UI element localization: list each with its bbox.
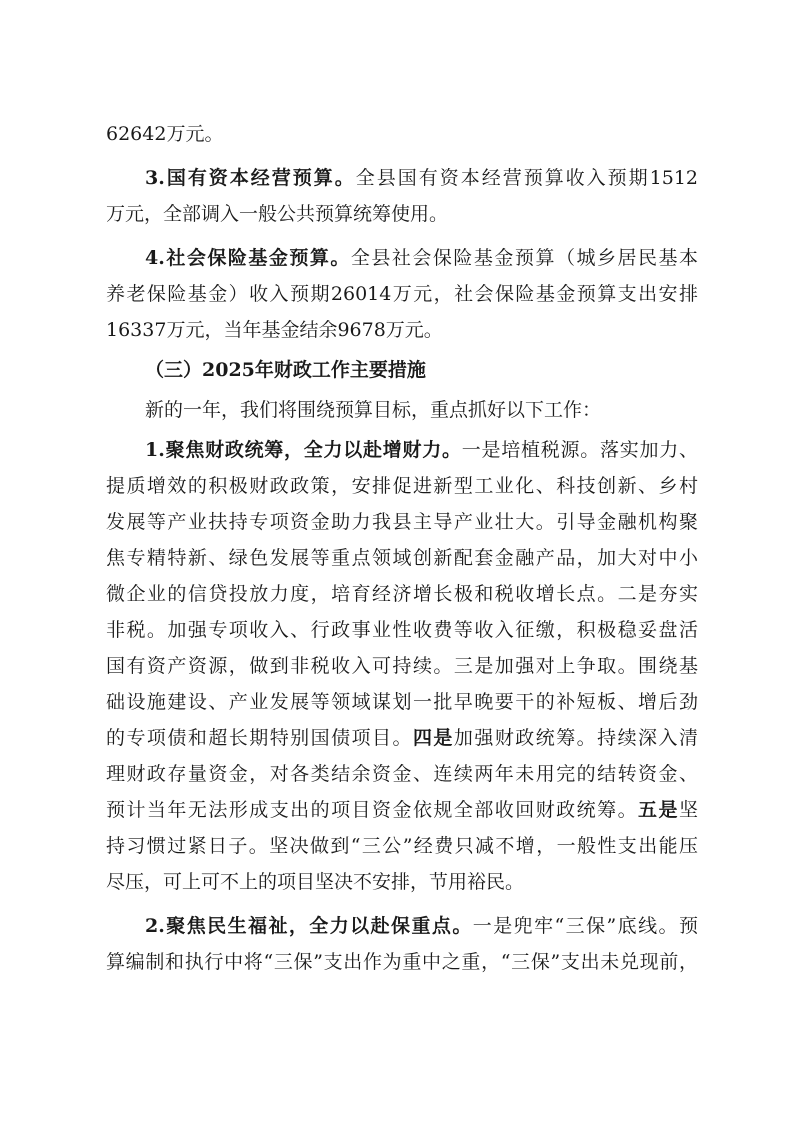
section-heading-line: 3.国有资本经营预算。全县国有资本经营预算收入预期1512 — [145, 167, 699, 189]
paragraph-line: 国有资产资源，做到非税收入可持续。三是加强对上争取。围绕基 — [106, 655, 698, 677]
paragraph-line: 理财政存量资金，对各类结余资金、连续两年未用完的结转资金、 — [106, 763, 698, 785]
section-heading-line: 1.聚焦财政统筹，全力以赴增财力。一是培植税源。落实加力、 — [145, 439, 698, 461]
section-heading-line: 2.聚焦民生福祉，全力以赴保重点。一是兜牢“三保”底线。预 — [145, 915, 698, 937]
paragraph-line: 万元，全部调入一般公共预算统筹使用。 — [106, 203, 449, 225]
paragraph-line: 焦专精特新、绿色发展等重点领域创新配套金融产品，加大对中小 — [106, 547, 698, 569]
paragraph-line: 预计当年无法形成支出的项目资金依规全部收回财政统筹。五是坚 — [106, 799, 698, 821]
paragraph-line: 62642万元。 — [106, 123, 224, 145]
paragraph-line: 提质增效的积极财政政策，安排促进新型工业化、科技创新、乡村 — [106, 475, 698, 497]
section-heading: 2.聚焦民生福祉，全力以赴保重点。 — [145, 915, 473, 937]
paragraph-line: 16337万元，当年基金结余9678万元。 — [106, 319, 443, 341]
paragraph-line: 发展等产业扶持专项资金助力我县主导产业壮大。引导金融机构聚 — [106, 511, 698, 533]
paragraph-line: 持习惯过紧日子。坚决做到“三公”经费只减不增，一般性支出能压 — [106, 835, 698, 857]
paragraph-line: 础设施建设、产业发展等领域谋划一批早晚要干的补短板、增后劲 — [106, 691, 698, 713]
subsection-title: （三）2025年财政工作主要措施 — [145, 359, 426, 381]
section-heading: 3.国有资本经营预算。 — [145, 167, 356, 189]
section-heading: 4.社会保险基金预算。 — [145, 247, 351, 269]
section-heading: 1.聚焦财政统筹，全力以赴增财力。 — [145, 439, 462, 461]
paragraph-line: 微企业的信贷投放力度，培育经济增长极和税收增长点。二是夯实 — [106, 583, 698, 605]
paragraph-line: 新的一年，我们将围绕预算目标，重点抓好以下工作： — [145, 399, 602, 421]
section-heading-line: 4.社会保险基金预算。全县社会保险基金预算（城乡居民基本 — [145, 247, 698, 269]
paragraph-line: 尽压，可上可不上的项目坚决不安排，节用裕民。 — [106, 871, 525, 893]
paragraph-line: 算编制和执行中将“三保”支出作为重中之重，“三保”支出未兑现前， — [106, 951, 698, 973]
paragraph-line: 的专项债和超长期特别国债项目。四是加强财政统筹。持续深入清 — [106, 727, 698, 749]
paragraph-line: 非税。加强专项收入、行政事业性收费等收入征缴，积极稳妥盘活 — [106, 619, 698, 641]
paragraph-line: 养老保险基金）收入预期26014万元，社会保险基金预算支出安排 — [106, 283, 698, 305]
